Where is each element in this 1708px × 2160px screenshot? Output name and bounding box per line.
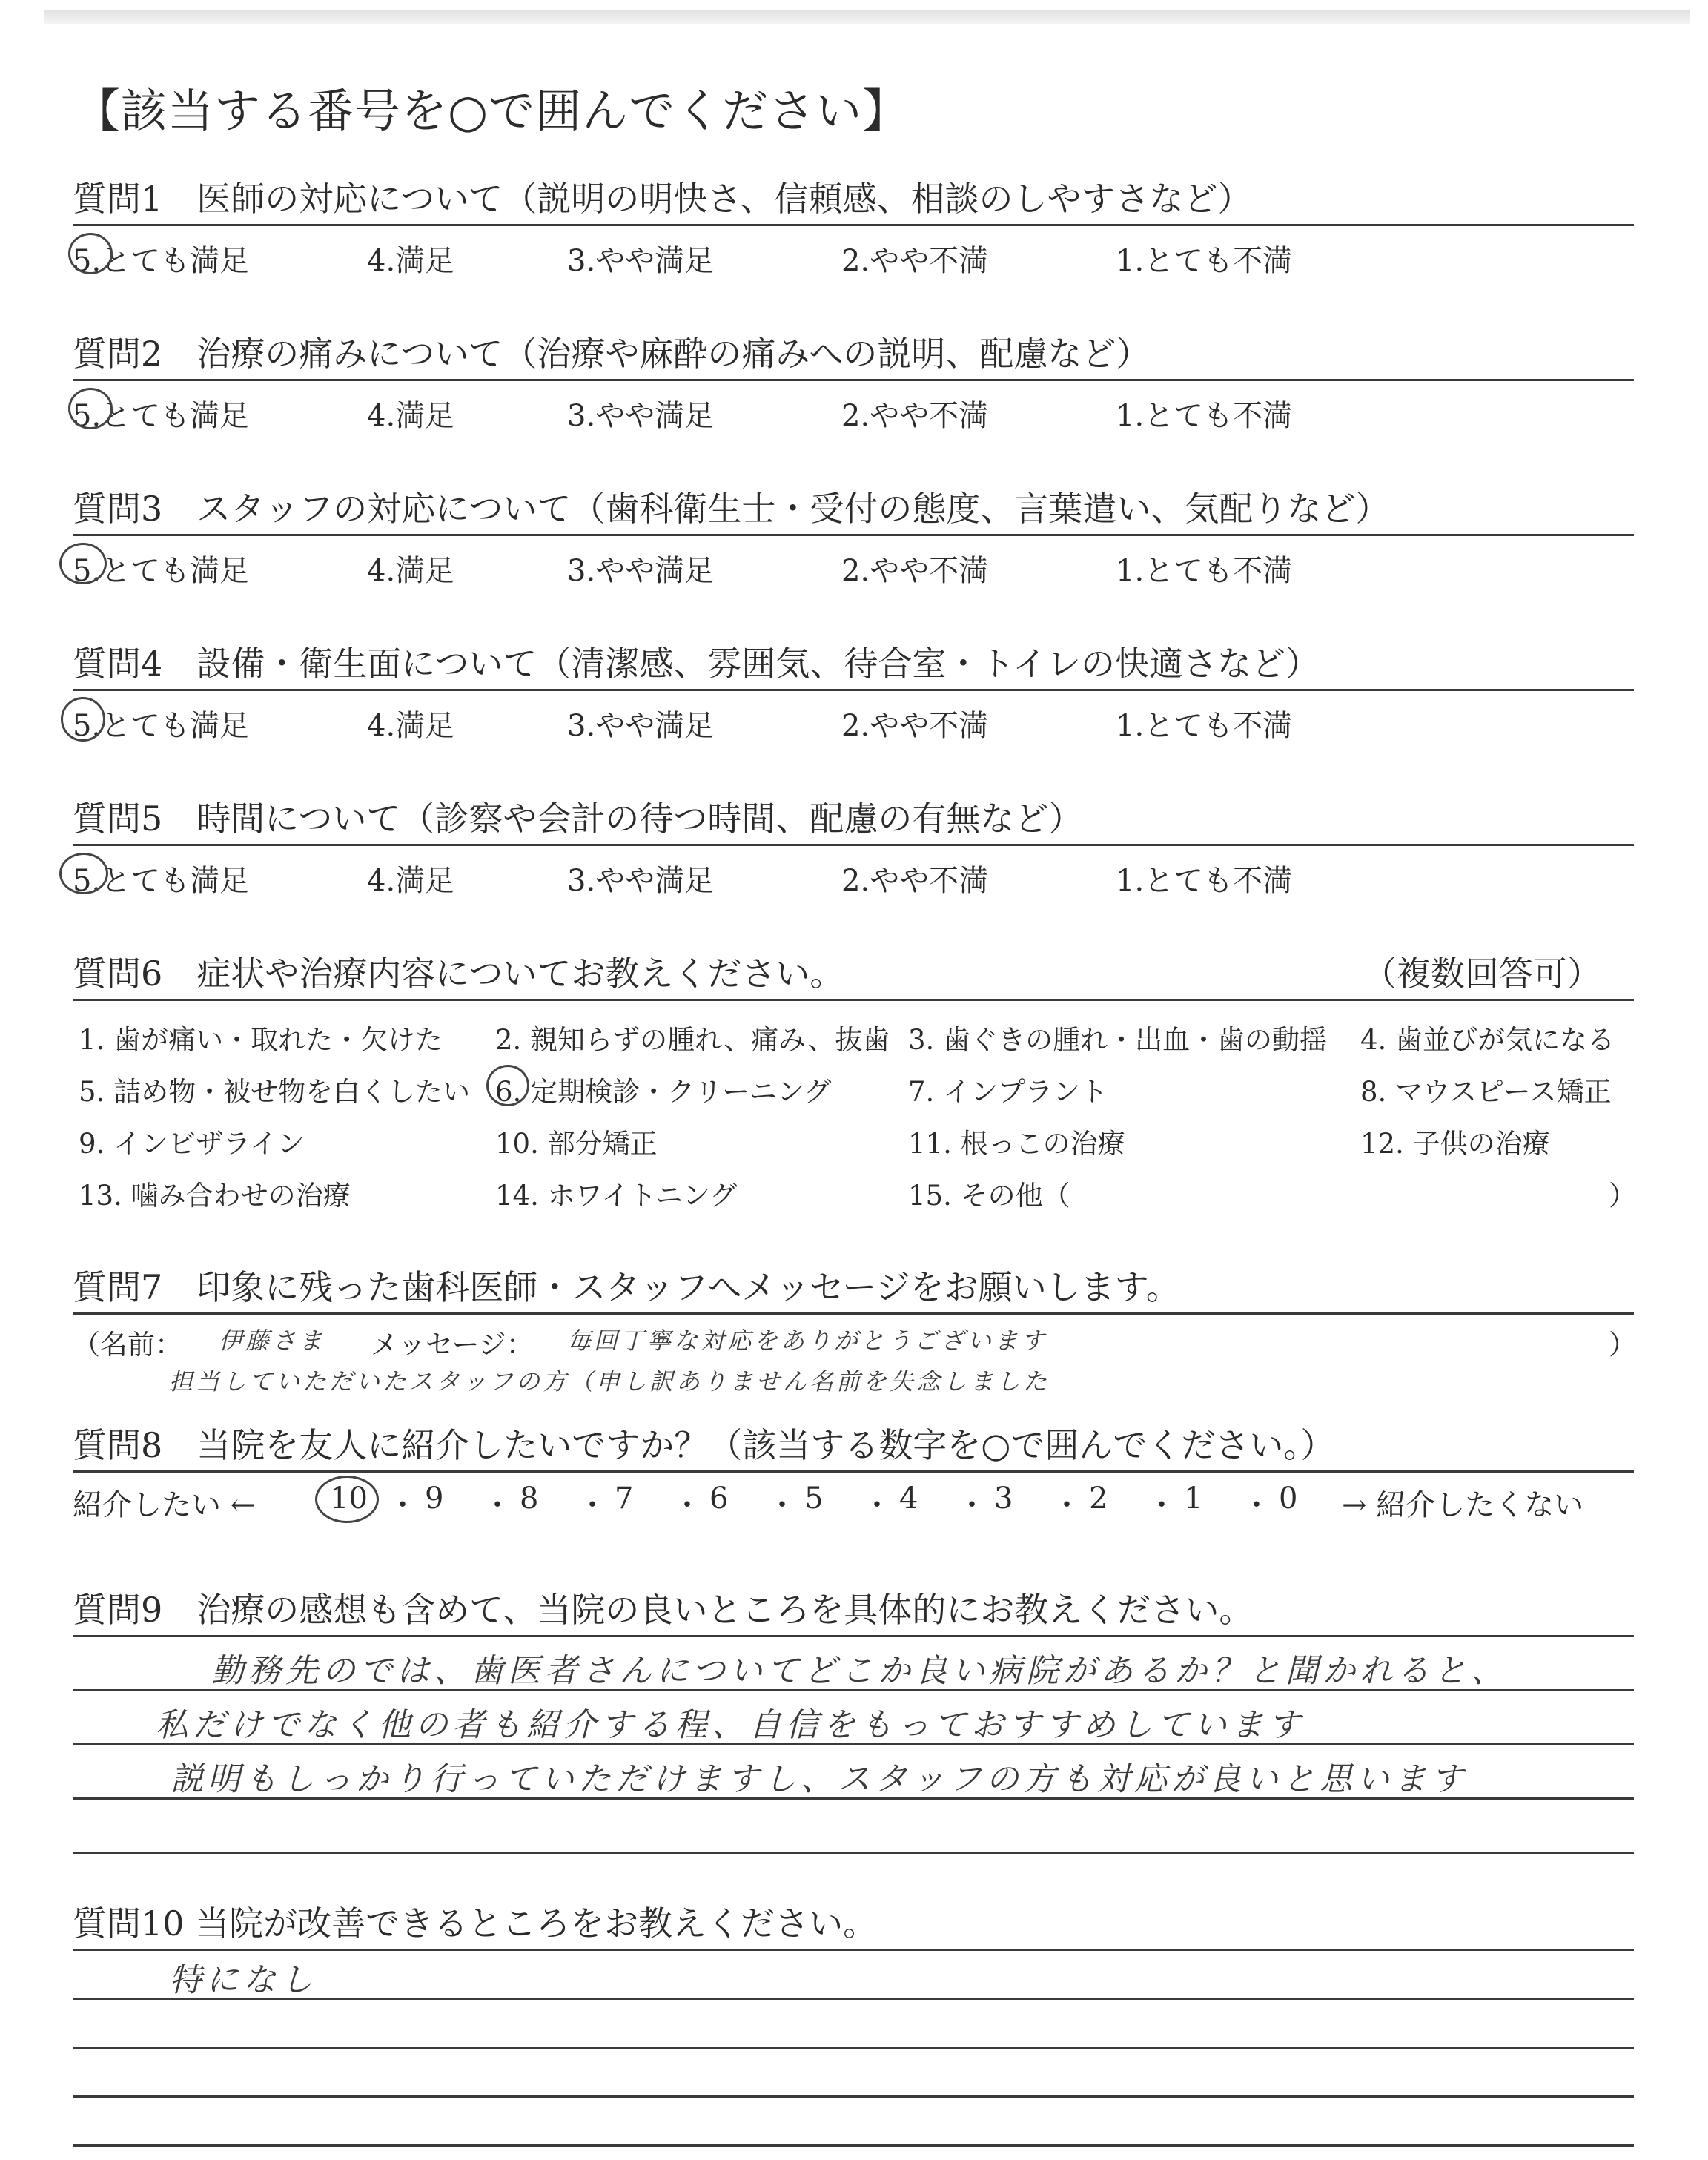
q5-selection-circle <box>59 853 108 894</box>
q9-answer-line-2[interactable]: 私だけでなく他の者も紹介する程、自信をもっておすすめしています <box>156 1706 1305 1744</box>
question-8-title: 質問8 当院を友人に紹介したいですか？（該当する数字を○で囲んでください。） <box>73 1425 1335 1465</box>
q8-scale-separator: ・ <box>862 1488 892 1522</box>
instruction-heading: 【該当する番号を○で囲んでください】 <box>74 84 910 138</box>
q4-option-3[interactable]: 3.やや満足 <box>567 709 715 743</box>
question-8-rule <box>73 1470 1634 1473</box>
q8-scale-value-5[interactable]: 5 <box>804 1482 824 1516</box>
q6-option-4[interactable]: 4. 歯並びが気になる <box>1360 1024 1615 1056</box>
question-7-rule <box>73 1312 1634 1315</box>
question-4-title: 質問4 設備・衛生面について（清潔感、雰囲気、待合室・トイレの快適さなど） <box>73 644 1320 684</box>
q7-name-handwritten[interactable]: 伊藤さま <box>219 1327 326 1355</box>
q8-scale-value-10[interactable]: 0 <box>1279 1482 1298 1516</box>
q7-name-close: ） <box>1609 1329 1636 1361</box>
q1-selection-circle <box>68 233 113 274</box>
q6-option-11[interactable]: 11. 根っこの治療 <box>908 1128 1125 1160</box>
q9-line-1 <box>73 1689 1634 1691</box>
q6-option-13[interactable]: 13. 噛み合わせの治療 <box>79 1180 351 1212</box>
q3-option-1[interactable]: 1.とても不満 <box>1116 554 1293 588</box>
q8-scale-value-4[interactable]: 6 <box>709 1482 729 1516</box>
question-1-title: 質問1 医師の対応について（説明の明快さ、信頼感、相談のしやすさなど） <box>73 179 1252 219</box>
q9-line-2 <box>73 1743 1634 1745</box>
q5-option-3[interactable]: 3.やや満足 <box>567 864 715 898</box>
q1-option-2[interactable]: 2.やや不満 <box>841 244 989 278</box>
question-6-rule <box>73 999 1634 1001</box>
q7-name-open: （名前： <box>73 1329 182 1361</box>
q3-selection-circle <box>59 543 107 584</box>
q10-line-4 <box>73 2144 1634 2147</box>
q6-option-1[interactable]: 1. 歯が痛い・取れた・欠けた <box>79 1024 443 1056</box>
q9-answer-line-1[interactable]: 勤務先のでは、歯医者さんについてどこか良い病院があるか？と聞かれると、 <box>211 1652 1509 1690</box>
q6-selection-circle <box>486 1065 529 1106</box>
q6-option-5[interactable]: 5. 詰め物・被せ物を白くしたい <box>79 1076 471 1108</box>
question-5-title: 質問5 時間について（診察や会計の待つ時間、配慮の有無など） <box>73 799 1083 839</box>
q8-scale-value-7[interactable]: 3 <box>994 1482 1013 1516</box>
q6-option-7[interactable]: 7. インプラント <box>908 1076 1108 1108</box>
question-2-rule <box>73 379 1634 381</box>
q6-option-8[interactable]: 8. マウスピース矯正 <box>1360 1076 1612 1108</box>
q3-option-4[interactable]: 4.満足 <box>367 554 455 588</box>
question-4-rule <box>73 689 1634 691</box>
q5-option-2[interactable]: 2.やや不満 <box>841 864 989 898</box>
question-5-rule <box>73 844 1634 846</box>
q8-scale-separator: ・ <box>672 1488 702 1522</box>
q8-scale-separator: ・ <box>388 1488 417 1522</box>
q10-line-3 <box>73 2095 1634 2098</box>
q10-answer-line-1[interactable]: 特になし <box>169 1961 317 1999</box>
q6-option-15-close: ） <box>1609 1180 1636 1212</box>
q3-option-5[interactable]: 5.とても満足 <box>73 554 250 588</box>
question-9-title: 質問9 治療の感想も含めて、当院の良いところを具体的にお教えください。 <box>73 1590 1254 1630</box>
q1-option-4[interactable]: 4.満足 <box>367 244 455 278</box>
q8-scale-separator: ・ <box>1147 1488 1176 1522</box>
q5-option-5[interactable]: 5.とても満足 <box>73 864 250 898</box>
q3-option-2[interactable]: 2.やや不満 <box>841 554 989 588</box>
q6-option-9[interactable]: 9. インビザライン <box>79 1128 305 1160</box>
q6-option-10[interactable]: 10. 部分矯正 <box>495 1128 658 1160</box>
q7-message-handwritten[interactable]: 毎回丁寧な対応をありがとうございます <box>567 1327 1048 1355</box>
q3-option-3[interactable]: 3.やや満足 <box>567 554 715 588</box>
q2-selection-circle <box>68 388 113 429</box>
q8-scale-separator: ・ <box>767 1488 797 1522</box>
q8-scale-value-0[interactable]: 10 <box>330 1482 368 1516</box>
q4-selection-circle <box>61 697 105 742</box>
question-3-title: 質問3 スタッフの対応について（歯科衛生士・受付の態度、言葉遣い、気配りなど） <box>73 489 1390 529</box>
question-10-rule <box>73 1949 1634 1951</box>
q1-option-5[interactable]: 5.とても満足 <box>73 244 250 278</box>
q6-option-2[interactable]: 2. 親知らずの腫れ、痛み、抜歯 <box>495 1024 890 1056</box>
q8-scale-separator: ・ <box>483 1488 512 1522</box>
q8-left-label: 紹介したい ← <box>73 1488 256 1522</box>
q7-message-line-2[interactable]: 担当していただいたスタッフの方（申し訳ありません名前を失念しました <box>169 1367 1050 1396</box>
q2-option-2[interactable]: 2.やや不満 <box>841 399 989 433</box>
question-7-title: 質問7 印象に残った歯科医師・スタッフへメッセージをお願いします。 <box>73 1267 1180 1307</box>
q8-scale-value-3[interactable]: 7 <box>615 1482 634 1516</box>
q4-option-4[interactable]: 4.満足 <box>367 709 455 743</box>
q8-scale-value-1[interactable]: 9 <box>425 1482 444 1516</box>
q8-scale-separator: ・ <box>1242 1488 1271 1522</box>
question-1-rule <box>73 224 1634 226</box>
q2-option-5[interactable]: 5.とても満足 <box>73 399 250 433</box>
q8-selection-circle <box>315 1476 379 1523</box>
q8-scale-separator: ・ <box>1052 1488 1082 1522</box>
q6-option-12[interactable]: 12. 子供の治療 <box>1360 1128 1550 1160</box>
question-9-rule <box>73 1635 1634 1637</box>
q9-line-4 <box>73 1852 1634 1854</box>
q10-line-1 <box>73 1998 1634 2000</box>
q8-scale-separator: ・ <box>957 1488 987 1522</box>
q8-scale-value-6[interactable]: 4 <box>899 1482 918 1516</box>
q5-option-4[interactable]: 4.満足 <box>367 864 455 898</box>
q6-option-15[interactable]: 15. その他（ <box>908 1180 1070 1212</box>
q2-option-4[interactable]: 4.満足 <box>367 399 455 433</box>
q1-option-1[interactable]: 1.とても不満 <box>1116 244 1293 278</box>
q4-option-5[interactable]: 5.とても満足 <box>73 709 250 743</box>
q8-scale-separator: ・ <box>577 1488 607 1522</box>
q2-option-1[interactable]: 1.とても不満 <box>1116 399 1293 433</box>
q5-option-1[interactable]: 1.とても不満 <box>1116 864 1293 898</box>
q4-option-1[interactable]: 1.とても不満 <box>1116 709 1293 743</box>
q8-scale-value-2[interactable]: 8 <box>520 1482 539 1516</box>
scan-top-edge <box>44 10 1690 24</box>
q6-option-14[interactable]: 14. ホワイトニング <box>495 1180 738 1212</box>
q6-option-6[interactable]: 6. 定期検診・クリーニング <box>495 1076 832 1108</box>
q2-option-3[interactable]: 3.やや満足 <box>567 399 715 433</box>
question-3-rule <box>73 534 1634 536</box>
q9-answer-line-3[interactable]: 説明もしっかり行っていただけますし、スタッフの方も対応が良いと思います <box>171 1760 1468 1798</box>
q1-option-3[interactable]: 3.やや満足 <box>567 244 715 278</box>
question-2-title: 質問2 治療の痛みについて（治療や麻酔の痛みへの説明、配慮など） <box>73 334 1151 374</box>
q8-right-label: → 紹介したくない <box>1342 1488 1584 1522</box>
question-6-title: 質問6 症状や治療内容についてお教えください。 <box>73 954 844 994</box>
question-6-note: （複数回答可） <box>1363 954 1601 994</box>
q4-option-2[interactable]: 2.やや不満 <box>841 709 989 743</box>
q9-line-3 <box>73 1797 1634 1800</box>
q7-message-label: メッセージ： <box>371 1329 534 1361</box>
q8-scale-value-9[interactable]: 1 <box>1184 1482 1203 1516</box>
q8-scale-value-8[interactable]: 2 <box>1089 1482 1108 1516</box>
q10-line-2 <box>73 2047 1634 2049</box>
q6-option-3[interactable]: 3. 歯ぐきの腫れ・出血・歯の動揺 <box>908 1024 1328 1056</box>
question-10-title: 質問10 当院が改善できるところをお教えください。 <box>73 1903 878 1943</box>
